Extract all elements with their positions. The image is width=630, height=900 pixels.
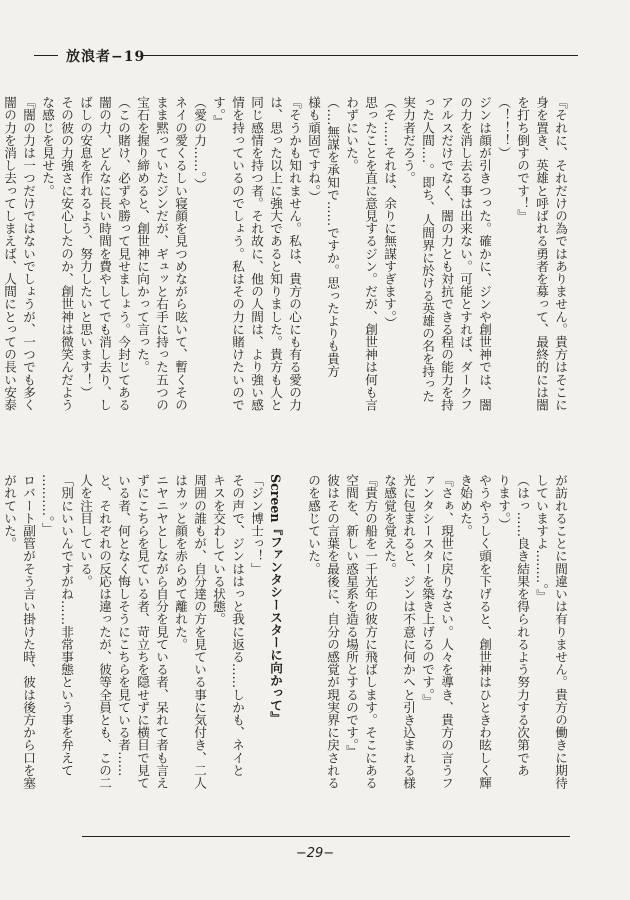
text-line: 宝石を握り締めると、創世神に向かって言った。 bbox=[135, 96, 150, 374]
text-line: 実力者だろう。 bbox=[401, 96, 416, 185]
text-line: ずにこちらを見ている者、苛立ちを隠せずに横目で見て bbox=[135, 474, 150, 789]
text-line: していますよ‥‥‥‥。』 bbox=[534, 474, 549, 603]
text-line: 同じ感情を持つ者。それ故に、他の人間は、より強い感 bbox=[249, 96, 264, 411]
text-line: （愛の力‥‥‥。） bbox=[192, 96, 207, 191]
text-line: 闇の力、どんなに長い時間を費やしてでも消し去り、し bbox=[97, 96, 112, 411]
text-line: ります。） bbox=[496, 474, 511, 531]
header-rule-right bbox=[142, 55, 578, 56]
text-line: が訪れることに間違いは有りません。貴方の働きに期待 bbox=[553, 474, 568, 789]
text-line: ロバート副管がそう言い掛けた時、彼は後方から口を塞 bbox=[21, 474, 36, 789]
text-line: き始めた。 bbox=[458, 474, 473, 537]
text-line: 光に包まれると、ジンは不意に何かへと引き込まれる様 bbox=[401, 474, 416, 789]
text-line: （はっ‥‥‥良き結果を得られるよう努力する次第であ bbox=[515, 474, 530, 777]
text-line: （この賭け、必ずや勝って見せましょう。今封じてある bbox=[116, 96, 131, 411]
text-line: な感覚を覚えた。 bbox=[382, 474, 397, 575]
page-number: −29− bbox=[295, 846, 335, 861]
text-line: いる者、何となく悔しそうにこちらを見ている者‥‥‥ bbox=[116, 474, 131, 777]
text-line: 『そうかも知れません。私は、貴方の心にも有る愛の力 bbox=[287, 96, 302, 411]
text-line: （！！！） bbox=[496, 96, 511, 159]
text-line: 思ったことを直に意見するジン。だが、創世神は何も言 bbox=[363, 96, 378, 411]
text-line: その彼の力強さに安心したのか、創世神は微笑んだよう bbox=[59, 96, 74, 411]
text-line: のを感じていた。 bbox=[306, 474, 321, 575]
text-line: 『さぁ、現世に戻りなさい。人々を導き、貴方の言うフ bbox=[439, 474, 454, 789]
text-line: まま黙っていたジンだが、ギュッと右手に持った五つの bbox=[154, 96, 169, 411]
text-line: （そ‥‥‥それは、余りに無謀すぎます。） bbox=[382, 96, 397, 330]
lower-text-column bbox=[2, 474, 570, 814]
text-line: 「ジン博士っ！」 bbox=[249, 474, 264, 575]
text-line: わずにいた。 bbox=[344, 96, 359, 172]
text-line: ニヤニヤとしながら自分を見ている者、呆れて者も言え bbox=[154, 474, 169, 789]
text-line: 『それに、それだけの為ではありません。貴方はそこに bbox=[553, 96, 568, 411]
text-line: 情を持っているのでしょう。私はその力に賭けたいので bbox=[230, 96, 245, 411]
upper-text-column bbox=[2, 96, 570, 436]
section-heading: Screen『ファンタシースターに向かって』 bbox=[268, 474, 283, 725]
text-line bbox=[285, 474, 304, 814]
text-line: アルスだけでなく、闇の力とも対抗できる程の能力を持 bbox=[439, 96, 454, 411]
text-line: 闇の力を消し去ってしまえば、人間にとっての長い安泰 bbox=[2, 96, 17, 411]
text-line: キスを交わしている状態。 bbox=[211, 474, 226, 626]
text-line: 身を置き、英雄と呼ばれる勇者を募って、最終的には闇 bbox=[534, 96, 549, 411]
text-line: と、それぞれの反応は違ったが、彼等全員とも、この二 bbox=[97, 474, 112, 789]
text-line: の力を消し去る事は出来ない。可能とすれば、ダークフ bbox=[458, 96, 473, 411]
running-header-title: 放浪者−19 bbox=[66, 49, 146, 65]
text-line: す。』 bbox=[211, 96, 226, 128]
text-line: はカッと顔を赤らめて離れた。 bbox=[173, 474, 188, 651]
footer-rule bbox=[82, 836, 570, 837]
text-line: った人間‥‥。即ち、人間界に於ける英雄の名を持った bbox=[420, 96, 435, 403]
text-line: やうやうしく頭を下げると、創世神はひときわ眩しく輝 bbox=[477, 474, 492, 789]
text-line: その声で、ジンははっと我に返る‥‥‥しかも、ネイと bbox=[230, 474, 245, 777]
text-line: がれていた。 bbox=[2, 474, 17, 550]
text-line: 彼はその言葉を最後に、自分の感覚が現実界に戻される bbox=[325, 474, 340, 789]
text-line: ジンは顔が引きつった。確かに、ジンや創世神では、闇 bbox=[477, 96, 492, 411]
text-line: 人を注目している。 bbox=[78, 474, 93, 588]
text-line: 空間を、新しい惑星系を造る場所とするのです。』 bbox=[344, 474, 359, 758]
text-line: ‥‥‥‥‥。」 bbox=[40, 474, 55, 535]
text-line: ネイの愛くるしい寝顔を見つめながら呟いて、暫くその bbox=[173, 96, 188, 411]
text-line: 『貴方の船を一千光年の彼方に飛ばします。そこにある bbox=[363, 474, 378, 789]
text-line: を打ち倒すのです！』 bbox=[515, 96, 530, 222]
text-line: 周囲の誰もが、自分達の方を見ている事に気付き、二人 bbox=[192, 474, 207, 789]
text-line: な感じを見せた。 bbox=[40, 96, 55, 197]
text-line: （‥‥無謀を承知で‥‥‥ですか。思ったよりも貴方 bbox=[325, 96, 340, 378]
text-line: 様も頑固ですね。） bbox=[306, 96, 321, 204]
text-line: 「別にいいんですがね‥‥‥非常事態という事を弁えて bbox=[59, 474, 74, 777]
text-line: は、思った以上に強大であると知りました。貴方も人と bbox=[268, 96, 283, 411]
text-line: 『闇の力は一つだけではないでしょうが、一つでも多く bbox=[21, 96, 36, 411]
text-line: ばしの安息を作れるよう、努力したいと思います！） bbox=[78, 96, 93, 399]
text-line: ァンタシースターを築き上げるのです。』 bbox=[420, 474, 435, 708]
header-rule-left bbox=[34, 55, 58, 56]
